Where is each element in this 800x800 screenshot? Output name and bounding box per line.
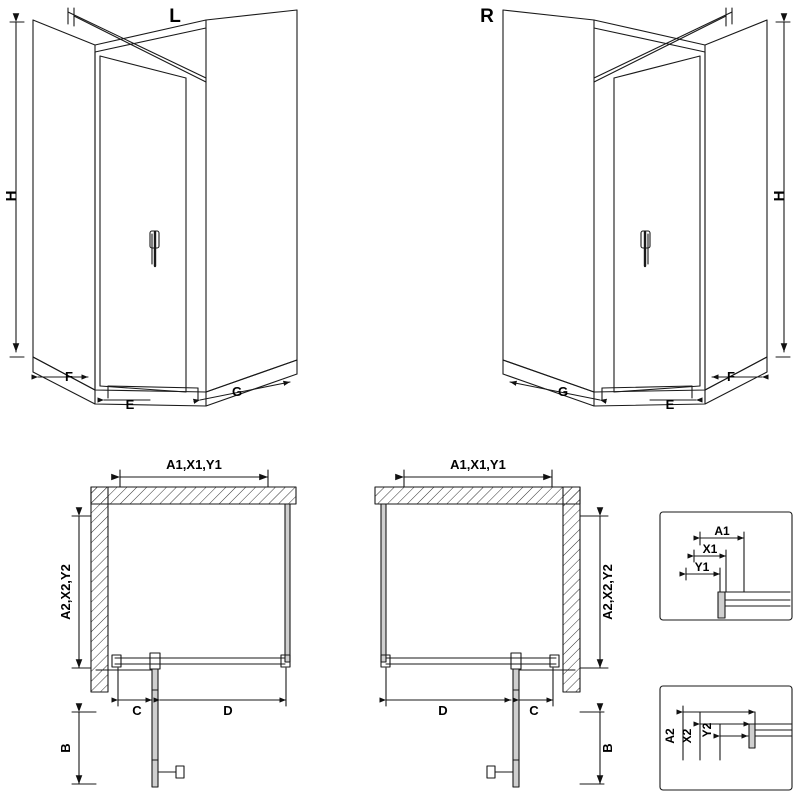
plan-left-segment-d: D: [223, 703, 233, 718]
plan-left-segment-c: C: [132, 703, 142, 718]
iso-right-height-label: H: [771, 190, 788, 202]
detail-top-dim-y1: Y1: [694, 560, 710, 574]
plan-view-right: [375, 470, 608, 787]
iso-left-width-label: G: [231, 384, 243, 399]
iso-right-depth-label: F: [727, 369, 735, 384]
plan-right-segment-d: D: [438, 703, 448, 718]
iso-right-base-label: E: [665, 397, 675, 412]
plan-right-segment-c: C: [529, 703, 539, 718]
iso-right-variant-label: R: [480, 6, 494, 27]
detail-bottom-dim-a2: A2: [663, 728, 677, 744]
iso-view-left: [10, 8, 297, 406]
plan-right-side-dimension: A2,X2,Y2: [600, 564, 615, 620]
plan-view-left: [72, 470, 296, 787]
iso-left-base-label: E: [125, 397, 135, 412]
iso-view-right: [503, 8, 790, 406]
iso-left-variant-label: L: [169, 6, 181, 27]
plan-right-top-dimension: A1,X1,Y1: [450, 457, 506, 472]
detail-top-dim-a1: A1: [714, 524, 730, 538]
plan-left-side-dimension: A2,X2,Y2: [58, 564, 73, 620]
iso-right-width-label: G: [557, 384, 569, 399]
detail-bottom-dim-y2: Y2: [700, 722, 714, 738]
iso-left-height-label: H: [3, 190, 20, 202]
plan-left-swing-dimension: B: [58, 743, 73, 753]
plan-right-swing-dimension: B: [600, 743, 615, 753]
iso-left-depth-label: F: [65, 369, 73, 384]
plan-left-top-dimension: A1,X1,Y1: [166, 457, 222, 472]
detail-bottom-dim-x2: X2: [680, 728, 694, 744]
detail-top-dim-x1: X1: [702, 542, 718, 556]
